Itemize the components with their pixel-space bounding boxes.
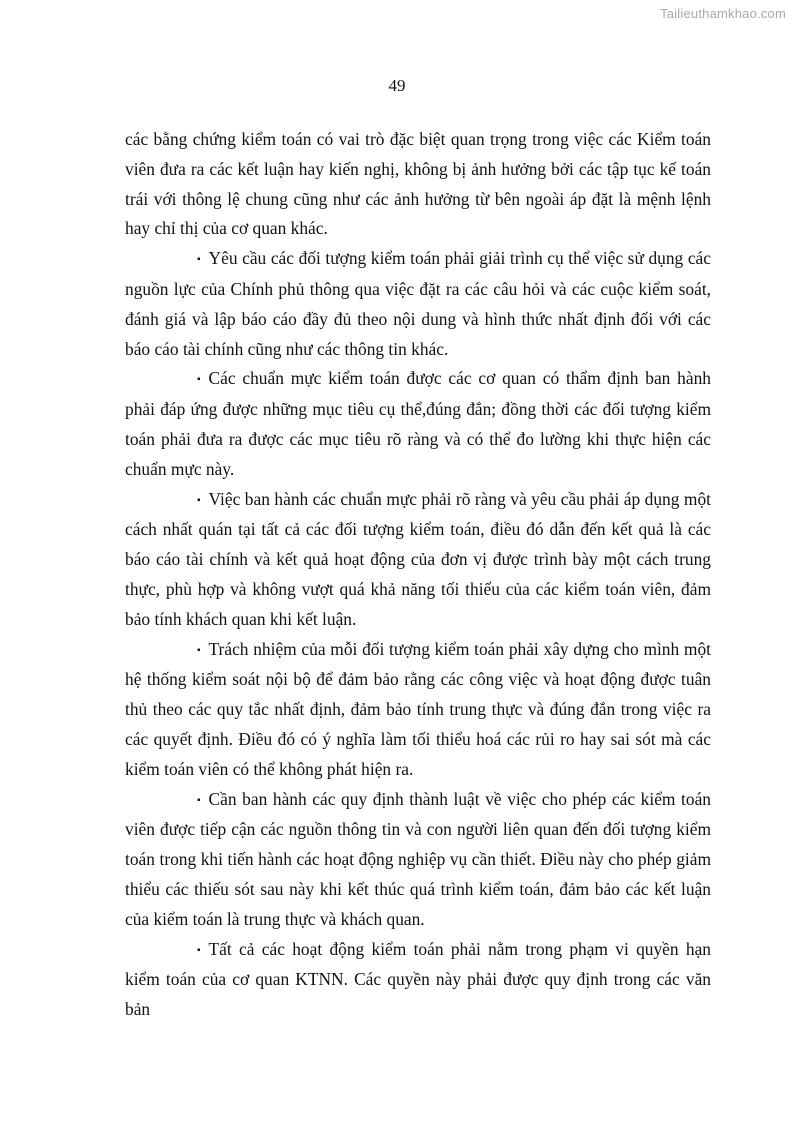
watermark: Tailieuthamkhao.com: [660, 6, 786, 21]
bullet-paragraph: [125, 785, 711, 935]
bullet-paragraph: [125, 935, 711, 1025]
square-bullet-icon: ▪: [197, 644, 201, 656]
square-bullet-icon: ▪: [197, 944, 201, 956]
bullet-paragraph: [125, 244, 711, 364]
paragraph-continuation: [125, 125, 711, 244]
bullet-paragraph: [125, 635, 711, 785]
paragraph-text: Yêu cầu các đối tượng kiểm toán phải giải trình cụ thể việc sử dụng các nguồn lực của Chính phủ thông qua việc đặt ra các câu hỏi và các cuộc kiểm soát, đánh giá và lập báo cáo đầy đủ theo nội dung và hình thức nhất định đối với các báo cáo tài chính cũng như các thông tin khác.: [125, 248, 711, 359]
paragraph-text: các bằng chứng kiểm toán có vai trò đặc biệt quan trọng trong việc các Kiểm toán viên đưa ra các kết luận hay kiến nghị, không bị ảnh hưởng bởi các tập tục kế toán trái với thông lệ chung cũng như các ảnh hưởng từ bên ngoài áp đặt là mệnh lệnh hay chỉ thị của cơ quan khác.: [125, 129, 711, 239]
square-bullet-icon: ▪: [197, 254, 201, 266]
page-number: 49: [388, 76, 406, 95]
square-bullet-icon: ▪: [197, 794, 201, 806]
square-bullet-icon: ▪: [197, 374, 201, 386]
bullet-paragraph: [125, 485, 711, 635]
paragraph-text: Việc ban hành các chuẩn mực phải rõ ràng và yêu cầu phải áp dụng một cách nhất quán tại tất cả các đối tượng kiểm toán, điều đó dẫn đến kết quả là các báo cáo tài chính và kết quả hoạt động của đơn vị được trình bày một cách trung thực, phù hợp và không vượt quá khả năng tối thiểu của các kiểm toán viên, đảm bảo tính khách quan khi kết luận.: [125, 488, 711, 629]
paragraph-text: Cần ban hành các quy định thành luật về việc cho phép các kiểm toán viên được tiếp cận các nguồn thông tin và con người liên quan đến đối tượng kiểm toán trong khi tiến hành các hoạt động nghiệp vụ cần thiết. Điều này cho phép giảm thiểu các thiếu sót sau này khi kết thúc quá trình kiểm toán, đảm bảo các kết luận của kiểm toán là trung thực và khách quan.: [125, 788, 711, 929]
paragraph-text: Trách nhiệm của mỗi đối tượng kiểm toán phải xây dựng cho mình một hệ thống kiểm soát nội bộ để đảm bảo rằng các công việc và hoạt động được tuân thủ theo các quy tắc nhất định, đảm bảo tính trung thực và đúng đắn trong việc ra các quyết định. Điều đó có ý nghĩa làm tối thiểu hoá các rủi ro hay sai sót mà các kiểm toán viên có thể không phát hiện ra.: [125, 638, 711, 779]
document-body: [125, 125, 711, 1025]
paragraph-text: Tất cả các hoạt động kiểm toán phải nằm trong phạm vi quyền hạn kiểm toán của cơ quan KTNN. Các quyền này phải được quy định trong các văn bản: [125, 938, 711, 1020]
paragraph-text: Các chuẩn mực kiểm toán được các cơ quan có thẩm định ban hành phải đáp ứng được những mục tiêu cụ thể,đúng đắn; đồng thời các đối tượng kiểm toán phải đưa ra được các mục tiêu rõ ràng và có thể đo lường khi thực hiện các chuẩn mực này.: [125, 368, 711, 479]
bullet-paragraph: [125, 364, 711, 484]
square-bullet-icon: ▪: [197, 494, 201, 506]
